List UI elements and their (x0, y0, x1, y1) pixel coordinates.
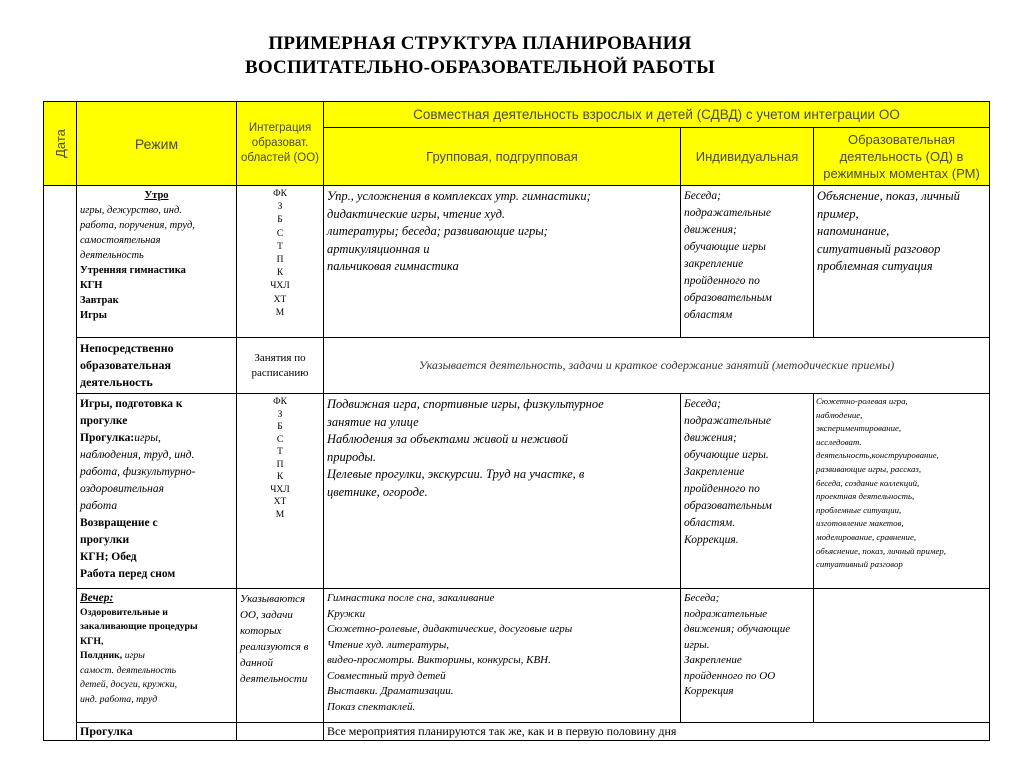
walk2-content: Все мероприятия планируются так же, как и в первую половину дня (324, 723, 990, 741)
header-sdvd: Совместная деятельность взрослых и детей (СДВД) с учетом интеграции ОО (324, 102, 990, 128)
morning-individual: Беседа; подражательные движения; обучающие игры закрепление пройденного по образовательным областям (681, 186, 814, 338)
walk-od: Сюжетно-ролевая игра, наблюдение, экспериментирование, исследоват. деятельность,конструирование, развивающие игры, рассказ, беседа, создание коллекций, проектная деятельность, проблемные ситуации, изготовление макетов, моделирование, сравнение, объяснение, показ, личный пример, ситуативный разговор (814, 394, 990, 589)
walk-individual: Беседа; подражательные движения; обучающие игры. Закрепление пройденного по образовательным областям. Коррекция. (681, 394, 814, 589)
header-group: Групповая, подгрупповая (324, 128, 681, 186)
nod-mode: Непосредственно образовательная деятельность (77, 338, 237, 394)
morning-od: Объяснение, показ, личный пример, напоминание, ситуативный разговор проблемная ситуация (814, 186, 990, 338)
title-line-2: ВОСПИТАТЕЛЬНО-ОБРАЗОВАТЕЛЬНОЙ РАБОТЫ (244, 57, 716, 78)
header-integration: Интеграция образоват. областей (ОО) (237, 102, 324, 186)
morning-group: Упр., усложнения в комплексах утр. гимнастики; дидактические игры, чтение худ. литературы; беседа; развивающие игры; артикуляционная и пальчиковая гимнастика (324, 186, 681, 338)
header-individual: Индивидуальная (681, 128, 814, 186)
walk-integration: ФК З Б С Т П К ЧХЛ ХТ М (237, 394, 324, 589)
walk2-mode: Прогулка (77, 723, 237, 741)
evening-individual: Беседа; подражательные движения; обучающие игры. Закрепление пройденного по ОО Коррекция (681, 589, 814, 723)
nod-integration: Занятия по расписанию (237, 338, 324, 394)
walk2-integration (237, 723, 324, 741)
header-od: Образовательная деятельность (ОД) в режимных моментах (РМ) (814, 128, 990, 186)
document-title (0, 32, 960, 80)
row-evening (44, 589, 990, 723)
morning-mode: Утро игры, дежурство, инд. работа, поручения, труд, самостоятельная деятельность Утренняя гимнастика КГН Завтрак Игры (77, 186, 237, 338)
nod-content: Указывается деятельность, задачи и краткое содержание занятий (методические приемы) (324, 338, 990, 394)
header-date: Дата (44, 102, 77, 186)
evening-integration: Указываются ОО, задачи которых реализуются в данной деятельности (237, 589, 324, 723)
evening-mode: Вечер: Оздоровительные и закаливающие процедуры КГН, Полдник, игры самост. деятельность детей, досуги, кружки, инд. работа, труд (77, 589, 237, 723)
planning-table (43, 101, 990, 741)
walk-mode: Игры, подготовка к прогулке Прогулка:игры, наблюдения, труд, инд. работа, физкультурно- оздоровительная работа Возвращение с прогулки КГН; Обед Работа перед сном (77, 394, 237, 589)
row-morning (44, 186, 990, 338)
morning-integration: ФК З Б С Т П К ЧХЛ ХТ М (237, 186, 324, 338)
date-cell (44, 186, 77, 741)
evening-group: Гимнастика после сна, закаливание Кружки Сюжетно-ролевые, дидактические, досуговые игры Чтение худ. литературы, видео-просмотры. Викторины, конкурсы, КВН. Совместный труд детей Выставки. Драматизации. Показ спектаклей. (324, 589, 681, 723)
walk-group: Подвижная игра, спортивные игры, физкультурное занятие на улице Наблюдения за объектами живой и неживой природы. Целевые прогулки, экскурсии. Труд на участке, в цветнике, огороде. (324, 394, 681, 589)
evening-od (814, 589, 990, 723)
header-mode: Режим (77, 102, 237, 186)
row-walk-2 (44, 723, 990, 741)
title-line-1: ПРИМЕРНАЯ СТРУКТУРА ПЛАНИРОВАНИЯ (268, 33, 692, 54)
row-walk (44, 394, 990, 589)
row-nod (44, 338, 990, 394)
